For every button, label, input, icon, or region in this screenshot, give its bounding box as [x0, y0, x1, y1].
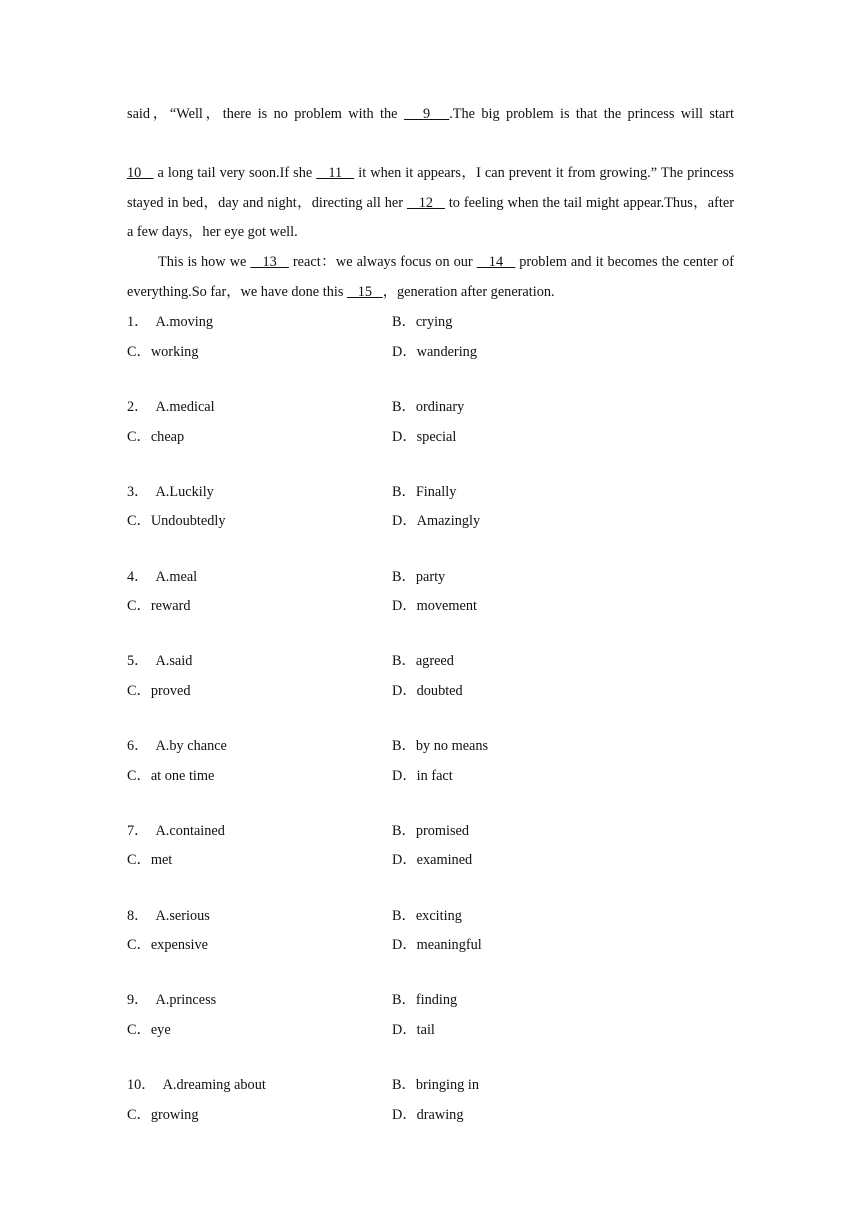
- option-d: D．in fact: [392, 767, 453, 784]
- passage-paragraph-2: [127, 248, 734, 307]
- option-d: D．meaningful: [392, 937, 482, 954]
- option-d: D．wandering: [392, 343, 477, 360]
- option-b: B．crying: [392, 314, 453, 331]
- option-c: C．cheap: [127, 428, 185, 445]
- passage-paragraph-1: [127, 100, 734, 248]
- question-list: [127, 308, 734, 1130]
- question-number: 2．: [127, 398, 149, 415]
- question-5: [127, 647, 734, 706]
- option-d: D．special: [392, 428, 457, 445]
- option-b: B．bringing in: [392, 1077, 479, 1094]
- question-8: [127, 902, 734, 961]
- blank-15: 15: [346, 283, 383, 300]
- option-a: A.medical: [155, 398, 215, 415]
- question-number: 3．: [127, 483, 149, 500]
- passage-text: ，generation after generation.: [382, 283, 555, 300]
- question-number: 6．: [127, 738, 149, 755]
- option-b: B．ordinary: [392, 398, 465, 415]
- question-number: 1．: [127, 314, 149, 331]
- question-6: [127, 732, 734, 791]
- option-a: A.Luckily: [155, 483, 214, 500]
- option-b: B．promised: [392, 822, 470, 839]
- question-number: 7．: [127, 822, 149, 839]
- option-a: A.contained: [155, 822, 225, 839]
- passage-text: to feeling when the tail might appear.Thus，after a few days，her eye got well.: [127, 194, 734, 241]
- passage-text: This is how we: [158, 253, 251, 270]
- option-b: B．by no means: [392, 738, 489, 755]
- passage-text: react：we always focus on our: [288, 253, 477, 270]
- document-page: [127, 100, 734, 1156]
- question-10: [127, 1071, 734, 1130]
- option-c: C．at one time: [127, 767, 215, 784]
- option-c: C．met: [127, 852, 173, 869]
- option-b: B．Finally: [392, 483, 457, 500]
- option-c: C．expensive: [127, 937, 208, 954]
- option-c: C．proved: [127, 682, 191, 699]
- option-b: B．party: [392, 568, 446, 585]
- question-number: 9．: [127, 992, 149, 1009]
- question-number: 10．: [127, 1077, 156, 1094]
- option-c: C．reward: [127, 598, 191, 615]
- question-4: [127, 563, 734, 622]
- question-9: [127, 986, 734, 1045]
- question-number: 8．: [127, 907, 149, 924]
- option-a: A.by chance: [155, 738, 227, 755]
- option-a: A.serious: [155, 907, 210, 924]
- blank-12: 12: [406, 194, 445, 211]
- option-b: B．agreed: [392, 653, 454, 670]
- question-1: [127, 308, 734, 367]
- option-c: C．eye: [127, 1022, 171, 1038]
- passage-text: a long tail very soon.If she: [153, 165, 317, 182]
- passage-text: .The big problem is that the princess will start: [449, 106, 734, 122]
- option-d: D．movement: [392, 598, 477, 615]
- option-c: C．growing: [127, 1106, 199, 1123]
- option-d: D．drawing: [392, 1106, 464, 1123]
- option-d: D．Amazingly: [392, 513, 481, 530]
- option-a: A.said: [155, 653, 193, 670]
- option-a: A.dreaming about: [162, 1077, 266, 1094]
- option-c: C．working: [127, 343, 199, 360]
- blank-10: 10: [127, 165, 154, 182]
- question-2: [127, 393, 734, 452]
- blank-11: 11: [316, 165, 355, 182]
- passage-text: problem and it becomes the center of everything.So far，we have done this: [127, 253, 734, 300]
- option-b: B．finding: [392, 992, 458, 1009]
- question-3: [127, 478, 734, 537]
- option-d: D．tail: [392, 1022, 435, 1038]
- option-d: D．doubted: [392, 682, 463, 699]
- option-c: C．Undoubtedly: [127, 513, 226, 530]
- blank-13: 13: [250, 253, 289, 270]
- option-b: B．exciting: [392, 907, 462, 924]
- option-a: A.meal: [155, 568, 198, 585]
- passage-text: it when it appears，I can prevent it from growing.” The princess stayed in bed，day and night，directing all her: [127, 165, 734, 211]
- blank-14: 14: [476, 253, 516, 270]
- option-a: A.princess: [155, 992, 217, 1009]
- question-number: 4．: [127, 568, 149, 585]
- blank-9: 9: [403, 106, 450, 122]
- option-d: D．examined: [392, 852, 473, 869]
- passage-text: said，“Well，there is no problem with the: [127, 106, 404, 122]
- option-a: A.moving: [155, 314, 214, 331]
- question-number: 5．: [127, 653, 149, 670]
- question-7: [127, 817, 734, 876]
